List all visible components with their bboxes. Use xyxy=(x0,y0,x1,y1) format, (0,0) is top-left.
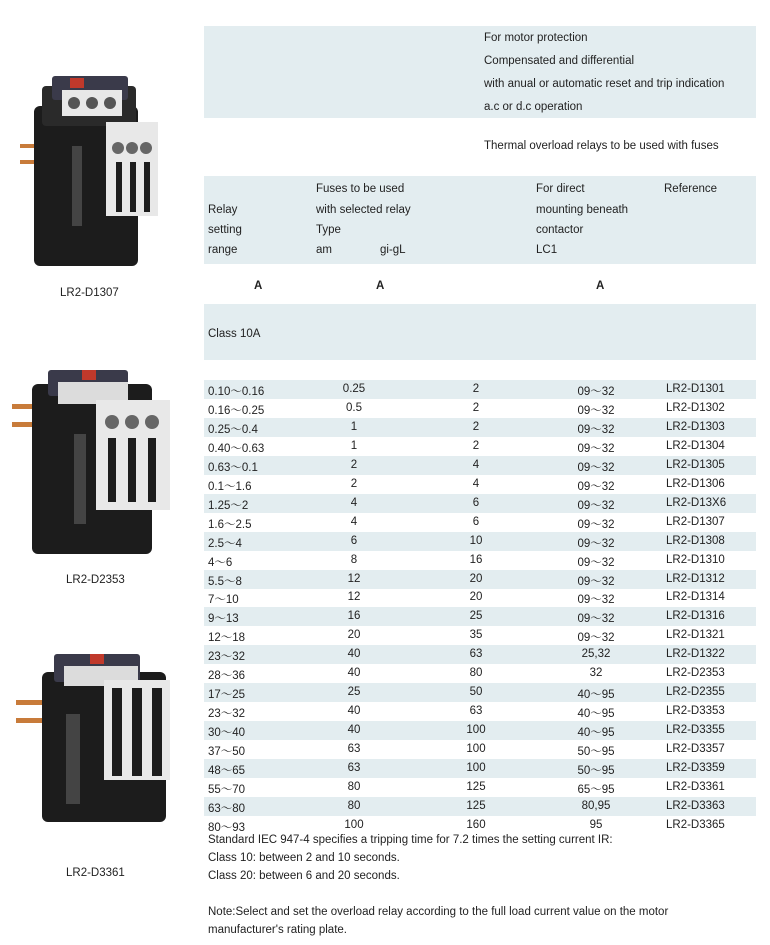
contactor-cell: 09～32 xyxy=(577,461,615,474)
contactor-cell: 09～32 xyxy=(577,594,615,607)
fuse-gigl-cell: 100 xyxy=(466,762,486,774)
reference-cell: LR2-D3361 xyxy=(666,780,725,793)
table-row xyxy=(204,588,756,607)
contactor-cell: 09～32 xyxy=(577,442,615,455)
fuse-gigl-cell: 63 xyxy=(469,705,483,718)
fuse-am-cell: 1 xyxy=(350,439,358,452)
class-band xyxy=(204,304,756,360)
relay-range-cell: 30～40 xyxy=(208,727,246,740)
fuse-am-cell: 25 xyxy=(347,686,361,699)
reference-cell: LR2-D3365 xyxy=(666,818,725,831)
fuse-am-cell: 6 xyxy=(350,534,358,547)
table-row xyxy=(204,721,756,740)
contactor-cell: 09～32 xyxy=(577,518,615,531)
contactor-cell: 50～95 xyxy=(577,765,615,777)
contactor-cell: 09～32 xyxy=(577,499,615,512)
contactor-cell: 95 xyxy=(589,818,603,831)
note-class10: Class 10: between 2 and 10 seconds. xyxy=(208,852,400,864)
product-caption: LR2-D1307 xyxy=(60,287,119,299)
relay-range-cell: 0.25～0.4 xyxy=(208,423,258,436)
header-contactor: contactor xyxy=(536,224,584,236)
header-range: range xyxy=(208,244,238,256)
fuse-gigl-cell: 20 xyxy=(469,591,483,604)
note-selection: Note:Select and set the overload relay according to the full load current value on the motor xyxy=(208,906,669,918)
table-row xyxy=(204,778,756,797)
fuse-am-cell: 2 xyxy=(350,477,358,490)
contactor-cell: 80,95 xyxy=(581,799,611,812)
fuse-am-cell: 80 xyxy=(347,799,361,812)
contactor-cell: 09～32 xyxy=(577,613,615,626)
contactor-cell: 32 xyxy=(589,667,603,680)
reference-cell: LR2-D1304 xyxy=(666,439,725,452)
fuse-gigl-cell: 2 xyxy=(472,439,480,452)
fuse-gigl-cell: 25 xyxy=(469,610,483,623)
intro-band xyxy=(204,26,756,118)
header-fuse-gigl: gi-gL xyxy=(380,244,406,256)
reference-cell: LR2-D3359 xyxy=(666,762,725,774)
contactor-cell: 09～32 xyxy=(577,386,615,398)
relay-range-cell: 17～25 xyxy=(208,689,246,702)
header-relay: Relay xyxy=(208,204,238,216)
table-row xyxy=(204,380,756,399)
fuse-am-cell: 40 xyxy=(347,667,361,680)
reference-cell: LR2-D3363 xyxy=(666,799,725,812)
product-image-lr2-d2353 xyxy=(8,364,178,567)
relay-range-cell: 7～10 xyxy=(208,594,239,607)
contactor-cell: 40～95 xyxy=(577,689,615,702)
intro-line: with anual or automatic reset and trip indication xyxy=(484,78,725,90)
contactor-cell: 09～32 xyxy=(577,480,615,493)
reference-cell: LR2-D2355 xyxy=(666,686,725,699)
relay-range-cell: 0.16～0.25 xyxy=(208,404,265,417)
reference-cell: LR2-D1302 xyxy=(666,401,725,414)
reference-cell: LR2-D1301 xyxy=(666,383,725,395)
product-caption: LR2-D2353 xyxy=(66,574,125,586)
relay-range-cell: 2.5～4 xyxy=(208,537,242,550)
contactor-cell: 40～95 xyxy=(577,708,615,721)
contactor-cell: 09～32 xyxy=(577,632,615,645)
fuse-gigl-cell: 100 xyxy=(466,743,486,756)
table-row xyxy=(204,740,756,759)
reference-cell: LR2-D1306 xyxy=(666,477,725,490)
header-mounting: mounting beneath xyxy=(536,204,629,216)
note-rating-plate: manufacturer's rating plate. xyxy=(208,924,347,936)
header-reference: Reference xyxy=(664,183,718,195)
fuse-gigl-cell: 16 xyxy=(469,553,483,566)
contactor-cell: 09～32 xyxy=(577,423,615,436)
relay-range-cell: 28～36 xyxy=(208,670,246,683)
reference-cell: LR2-D1310 xyxy=(666,553,725,566)
reference-cell: LR2-D13X6 xyxy=(666,496,727,509)
contactor-cell: 09～32 xyxy=(577,575,615,588)
fuse-am-cell: 4 xyxy=(350,496,358,509)
relay-range-cell: 1.6～2.5 xyxy=(208,518,252,531)
fuse-gigl-cell: 2 xyxy=(472,383,480,395)
fuse-am-cell: 100 xyxy=(344,818,364,831)
contactor-cell: 40～95 xyxy=(577,727,615,740)
fuse-gigl-cell: 10 xyxy=(469,534,483,547)
header-fuses: Fuses to be used xyxy=(316,183,405,195)
intro-line: Compensated and differential xyxy=(484,55,635,67)
fuse-am-cell: 16 xyxy=(347,610,361,623)
fuse-gigl-cell: 50 xyxy=(469,686,483,699)
fuse-gigl-cell: 125 xyxy=(466,799,486,812)
unit-fuse: A xyxy=(376,280,385,292)
relay-range-cell: 1.25～2 xyxy=(208,499,249,512)
fuse-am-cell: 1 xyxy=(350,420,358,433)
fuse-am-cell: 20 xyxy=(347,629,361,642)
fuse-am-cell: 12 xyxy=(347,572,361,585)
note-class20: Class 20: between 6 and 20 seconds. xyxy=(208,870,400,882)
fuse-am-cell: 2 xyxy=(350,458,358,471)
contactor-cell: 09～32 xyxy=(577,537,615,550)
table-row xyxy=(204,607,756,626)
header-setting: setting xyxy=(208,224,242,236)
relay-range-cell: 23～32 xyxy=(208,708,246,721)
table-row xyxy=(204,645,756,664)
relay-range-cell: 80～93 xyxy=(208,821,246,834)
fuse-am-cell: 63 xyxy=(347,762,361,774)
reference-cell: LR2-D1305 xyxy=(666,458,725,471)
fuse-am-cell: 4 xyxy=(350,515,358,528)
table-row xyxy=(204,418,756,437)
table-row xyxy=(204,702,756,721)
relay-range-cell: 0.10～0.16 xyxy=(208,386,265,398)
intro-line: For motor protection xyxy=(484,32,588,44)
fuse-gigl-cell: 2 xyxy=(472,401,480,414)
relay-range-cell: 12～18 xyxy=(208,632,246,645)
relay-range-cell: 63～80 xyxy=(208,802,246,815)
fuse-am-cell: 80 xyxy=(347,780,361,793)
product-image-lr2-d3361 xyxy=(12,644,182,847)
relay-range-cell: 55～70 xyxy=(208,783,246,796)
class-label: Class 10A xyxy=(208,328,261,340)
table-row xyxy=(204,456,756,475)
header-fuses-type: Type xyxy=(316,224,341,236)
reference-cell: LR2-D3357 xyxy=(666,743,725,756)
product-caption: LR2-D3361 xyxy=(66,867,125,879)
fuse-gigl-cell: 80 xyxy=(469,667,483,680)
table-row xyxy=(204,759,756,778)
fuse-am-cell: 0.5 xyxy=(346,401,362,414)
reference-cell: LR2-D1312 xyxy=(666,572,725,585)
table-row xyxy=(204,437,756,456)
fuse-gigl-cell: 63 xyxy=(469,648,483,661)
reference-cell: LR2-D1316 xyxy=(666,610,725,623)
relay-range-cell: 4～6 xyxy=(208,556,233,569)
reference-cell: LR2-D3353 xyxy=(666,705,725,718)
header-direct: For direct xyxy=(536,183,585,195)
fuse-gigl-cell: 160 xyxy=(466,818,486,831)
reference-cell: LR2-D2353 xyxy=(666,667,725,680)
contactor-cell: 25,32 xyxy=(581,648,611,661)
table-row xyxy=(204,532,756,551)
contactor-cell: 65～95 xyxy=(577,783,615,796)
fuse-gigl-cell: 6 xyxy=(472,515,480,528)
table-row xyxy=(204,494,756,513)
fuse-am-cell: 40 xyxy=(347,705,361,718)
fuse-am-cell: 40 xyxy=(347,648,361,661)
fuse-gigl-cell: 125 xyxy=(466,780,486,793)
intro-subtitle: Thermal overload relays to be used with fuses xyxy=(484,140,719,152)
unit-relay: A xyxy=(254,280,263,292)
table-row xyxy=(204,683,756,702)
reference-cell: LR2-D1303 xyxy=(666,420,725,433)
header-lc1: LC1 xyxy=(536,244,558,256)
reference-cell: LR2-D1321 xyxy=(666,629,725,642)
unit-direct: A xyxy=(596,280,605,292)
table-row xyxy=(204,551,756,570)
relay-range-cell: 48～65 xyxy=(208,765,246,777)
fuse-gigl-cell: 4 xyxy=(472,477,480,490)
contactor-cell: 50～95 xyxy=(577,746,615,759)
table-row xyxy=(204,664,756,683)
fuse-gigl-cell: 35 xyxy=(469,629,483,642)
reference-cell: LR2-D3355 xyxy=(666,724,725,737)
relay-range-cell: 23～32 xyxy=(208,651,246,664)
fuse-am-cell: 40 xyxy=(347,724,361,737)
contactor-cell: 09～32 xyxy=(577,404,615,417)
relay-range-cell: 5.5～8 xyxy=(208,575,242,588)
product-image-lr2-d1307 xyxy=(12,66,172,279)
fuse-gigl-cell: 6 xyxy=(472,496,480,509)
header-fuse-am: am xyxy=(316,244,332,256)
reference-cell: LR2-D1314 xyxy=(666,591,725,604)
header-fuses-selected: with selected relay xyxy=(316,204,411,216)
table-row xyxy=(204,399,756,418)
note-standard: Standard IEC 947-4 specifies a tripping time for 7.2 times the setting current IR: xyxy=(208,834,613,846)
contactor-cell: 09～32 xyxy=(577,556,615,569)
fuse-gigl-cell: 20 xyxy=(469,572,483,585)
fuse-am-cell: 8 xyxy=(350,553,358,566)
reference-cell: LR2-D1322 xyxy=(666,648,725,661)
reference-cell: LR2-D1308 xyxy=(666,534,725,547)
relay-range-cell: 0.40～0.63 xyxy=(208,442,265,455)
fuse-gigl-cell: 4 xyxy=(472,458,480,471)
table-row xyxy=(204,570,756,589)
relay-range-cell: 0.63～0.1 xyxy=(208,461,258,474)
fuse-am-cell: 0.25 xyxy=(342,383,366,395)
intro-line: a.c or d.c operation xyxy=(484,101,583,113)
relay-range-cell: 0.1～1.6 xyxy=(208,480,252,493)
fuse-am-cell: 12 xyxy=(347,591,361,604)
reference-cell: LR2-D1307 xyxy=(666,515,725,528)
table-row xyxy=(204,475,756,494)
table-row xyxy=(204,626,756,645)
fuse-gigl-cell: 2 xyxy=(472,420,480,433)
relay-range-cell: 37～50 xyxy=(208,746,246,759)
table-row xyxy=(204,513,756,532)
fuse-gigl-cell: 100 xyxy=(466,724,486,737)
table-row xyxy=(204,816,756,835)
fuse-am-cell: 63 xyxy=(347,743,361,756)
table-row xyxy=(204,797,756,816)
relay-range-cell: 9～13 xyxy=(208,613,239,626)
